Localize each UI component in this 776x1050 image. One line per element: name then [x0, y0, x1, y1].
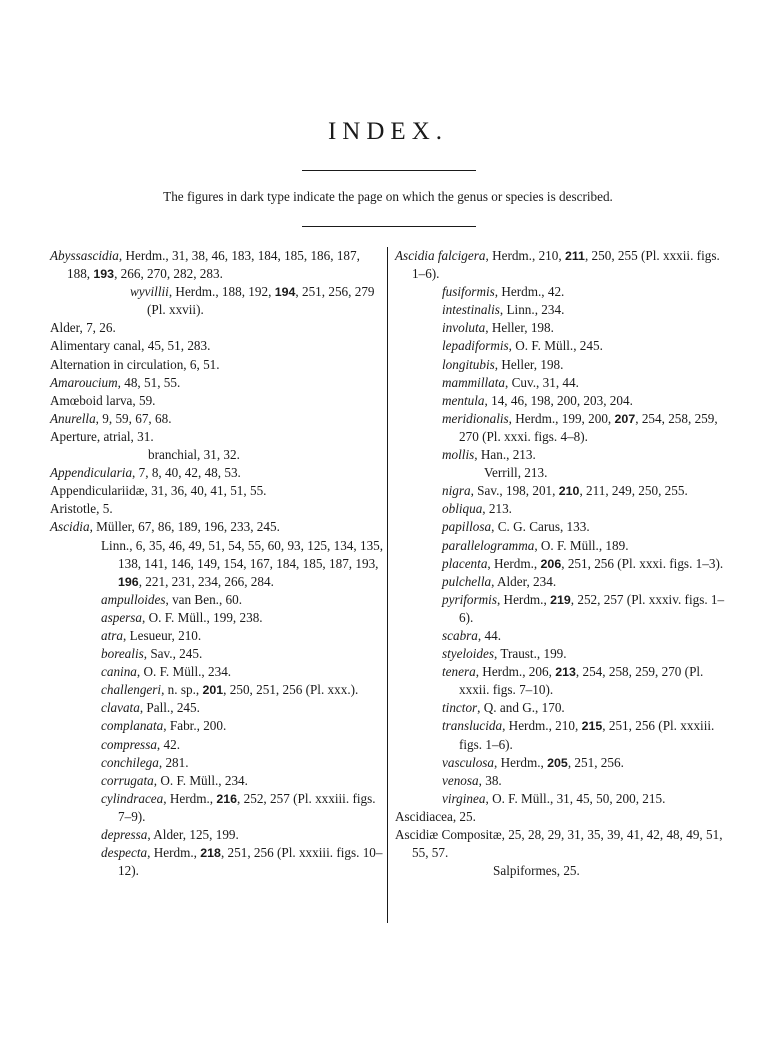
index-entry-text: Aperture, atrial, 31.	[50, 428, 154, 444]
index-entry	[395, 410, 733, 446]
index-note: The figures in dark type indicate the page on which the genus or species is described.	[163, 189, 613, 204]
index-entry-term: obliqua	[442, 501, 483, 517]
index-entry-text: Alder, 7, 26.	[50, 320, 116, 336]
index-entry	[395, 591, 733, 627]
index-entry	[50, 356, 384, 374]
index-entry-term: papillosa	[442, 519, 492, 535]
index-entry-pages: , 251, 256, 279 (Pl. xxvii).	[147, 284, 375, 318]
index-entry-pages: , C. G. Carus, 133.	[491, 519, 590, 535]
index-entry-pages: , Sav., 245.	[143, 646, 203, 662]
index-entry-pages: , 44.	[477, 627, 501, 643]
index-entry	[50, 699, 384, 717]
index-entry-term: wyvillii	[130, 284, 169, 300]
index-entry-description-page: 210	[558, 484, 580, 499]
index-entry-term: intestinalis	[442, 302, 500, 318]
index-entry	[50, 247, 384, 283]
index-entry-pages: , Herdm., 206,	[475, 664, 556, 680]
index-entry-pages: , Alder, 234.	[491, 573, 557, 589]
index-entry-pages: , Herdm., 42.	[494, 284, 565, 300]
index-entry-term: canina	[101, 664, 137, 680]
index-entry-term: Ascidia falcigera	[395, 248, 486, 263]
index-entry-term: meridionalis	[442, 410, 509, 426]
index-entry	[395, 482, 733, 500]
index-entry	[395, 627, 733, 645]
index-entry-pages: , 251, 256 (Pl. xxxiii. figs. 1–6).	[459, 718, 715, 752]
index-entry-pages: , 281.	[158, 754, 189, 770]
index-entry-pages: , 251, 256 (Pl. xxxiii. figs. 10–12).	[118, 845, 383, 879]
index-entry-term: corrugata	[101, 772, 154, 788]
column-divider	[387, 247, 388, 923]
index-entry-pages: , Herdm.,	[163, 790, 217, 806]
index-entry	[50, 374, 384, 392]
index-entry-text: Ascidiæ Compositæ, 25, 28, 29, 31, 35, 39, 41, 42, 48, 49, 51, 55, 57.	[395, 827, 723, 861]
index-entry	[395, 717, 733, 753]
index-entry	[395, 392, 733, 410]
index-entry	[50, 645, 384, 663]
index-entry-description-page: 215	[581, 719, 603, 734]
index-entry-pages: , 251, 256.	[567, 754, 624, 770]
index-entry-term: vasculosa	[442, 754, 495, 770]
index-entry	[395, 374, 733, 392]
index-entry	[50, 681, 384, 699]
index-entry-term: translucida	[442, 718, 503, 734]
index-entry-pages: , Herdm., 210,	[485, 248, 565, 263]
index-entry-pages: , Q. and G., 170.	[477, 700, 565, 716]
index-entry-pages: , van Ben., 60.	[165, 591, 243, 607]
index-entry-pages: , O. F. Müll., 31, 45, 50, 200, 215.	[485, 790, 666, 806]
index-entry-pages: , 9, 59, 67, 68.	[95, 410, 172, 426]
index-entry-pages: , Herdm., 199, 200,	[508, 410, 615, 426]
index-entry-pages: , 266, 270, 282, 283.	[114, 266, 223, 282]
page-title: INDEX.	[327, 118, 448, 145]
index-entry-pages: , Herdm., 31, 38, 46, 183, 184, 185, 186, 187, 188,	[67, 248, 360, 282]
index-entry-term: styeloides	[442, 646, 495, 662]
index-entry-term: longitubis	[442, 356, 495, 372]
index-entry-pages: , 254, 258, 259, 270 (Pl. xxxii. figs. 7–10).	[459, 664, 704, 698]
index-entry-pages: , 48, 51, 55.	[117, 374, 181, 390]
index-column-left	[50, 247, 384, 880]
index-entry	[395, 319, 733, 337]
index-entry	[395, 826, 733, 862]
index-entry-term: borealis	[101, 646, 144, 662]
index-entry-pages: , 250, 251, 256 (Pl. xxx.).	[223, 682, 359, 698]
note-rule	[302, 226, 476, 227]
index-entry	[50, 410, 384, 428]
index-entry-text: branchial, 31, 32.	[148, 447, 240, 463]
index-entry-text: Amœboid larva, 59.	[50, 392, 156, 408]
index-entry	[395, 862, 733, 880]
title-rule	[302, 170, 476, 171]
index-entry-term: complanata	[101, 718, 164, 734]
index-entry-description-page: 219	[550, 592, 571, 607]
index-entry-description-page: 213	[555, 665, 576, 680]
index-entry-term: mollis	[442, 447, 475, 463]
index-entry	[395, 247, 733, 283]
index-entry-term: Anurella	[50, 410, 96, 426]
index-entry-term: Appendicularia	[50, 465, 133, 481]
index-entry-pages: , Herdm., 188, 192,	[168, 284, 275, 300]
index-entry	[50, 844, 384, 880]
index-entry-term: placenta	[442, 555, 488, 571]
index-entry	[50, 482, 384, 500]
index-entry	[50, 446, 384, 464]
index-entry	[50, 464, 384, 482]
index-entry-description-page: 194	[274, 285, 296, 300]
index-entry-term: parallelogramma	[442, 537, 535, 553]
index-entry	[50, 663, 384, 681]
index-entry	[395, 464, 733, 482]
index-entry-pages: , Linn., 234.	[499, 302, 565, 318]
index-entry-description-page: 193	[93, 267, 115, 282]
index-entry	[395, 573, 733, 591]
index-entry	[50, 392, 384, 410]
index-entry-term: aspersa	[101, 609, 143, 625]
index-entry-term: mammillata	[442, 374, 506, 390]
index-entry	[395, 555, 733, 573]
index-entry-term: nigra	[442, 483, 471, 499]
index-entry	[50, 736, 384, 754]
index-entry-pages: , Pall., 245.	[139, 700, 200, 716]
index-entry	[395, 337, 733, 355]
index-entry-pages: , Heller, 198.	[494, 356, 564, 372]
index-entry-term: cylindracea	[101, 790, 164, 806]
index-entry-text: Linn., 6, 35, 46, 49, 51, 54, 55, 60, 93, 125, 134, 135, 138, 141, 146, 149, 154, 167, 184, 185, 187, 193,	[101, 537, 384, 571]
index-entry-pages: , 252, 257 (Pl. xxxiii. figs. 7–9).	[118, 790, 376, 824]
index-entry	[50, 591, 384, 609]
index-entry	[395, 645, 733, 663]
index-entry-pages: , Müller, 67, 86, 189, 196, 233, 245.	[89, 519, 280, 535]
index-entry-description-page: 207	[614, 411, 636, 426]
index-entry	[50, 609, 384, 627]
index-entry-term: pulchella	[442, 573, 492, 589]
index-entry-pages: , Sav., 198, 201,	[470, 483, 559, 499]
index-entry-term: scabra	[442, 627, 478, 643]
index-entry-pages: , O. F. Müll., 234.	[153, 772, 248, 788]
index-entry	[395, 808, 733, 826]
index-entry-pages: , 14, 46, 198, 200, 203, 204.	[484, 392, 633, 408]
index-entry	[395, 446, 733, 464]
index-entry-pages: , O. F. Müll., 234.	[136, 664, 232, 680]
index-entry-term: involuta	[442, 320, 486, 336]
index-entry-term: Abyssascidia	[50, 248, 119, 263]
index-entry	[395, 772, 733, 790]
index-entry	[395, 301, 733, 319]
index-entry	[395, 356, 733, 374]
index-entry-text: Alimentary canal, 45, 51, 283.	[50, 338, 211, 354]
index-entry-pages: , Herdm.,	[496, 591, 551, 607]
index-entry-pages: , O. F. Müll., 199, 238.	[142, 609, 263, 625]
index-entry-pages: , n. sp.,	[161, 682, 203, 698]
index-entry-pages: , 252, 257 (Pl. xxxiv. figs. 1–6).	[459, 591, 725, 625]
index-entry-term: fusiformis	[442, 284, 495, 300]
index-entry-term: despecta	[101, 845, 148, 861]
index-entry-pages: , Herdm.,	[494, 754, 548, 770]
index-entry	[50, 319, 384, 337]
index-entry-text: Verrill, 213.	[484, 465, 548, 481]
index-entry-term: challengeri	[101, 682, 162, 698]
index-entry-text: Appendiculariidæ, 31, 36, 40, 41, 51, 55.	[50, 483, 267, 499]
index-entry	[395, 500, 733, 518]
index-entry	[50, 283, 384, 319]
index-entry-pages: , Heller, 198.	[485, 320, 554, 336]
index-entry-description-page: 211	[564, 249, 585, 263]
index-entry-pages: , O. F. Müll., 189.	[534, 537, 629, 553]
index-entry-pages: , 251, 256 (Pl. xxxi. figs. 1–3).	[561, 555, 724, 571]
index-entry-text: Salpiformes, 25.	[493, 863, 580, 879]
index-entry-description-page: 201	[202, 683, 224, 698]
index-entry-pages: , Traust., 199.	[494, 646, 567, 662]
index-entry-pages: , Fabr., 200.	[163, 718, 227, 734]
index-entry	[50, 518, 384, 536]
index-entry-term: pyriformis	[442, 591, 497, 607]
index-entry-pages: , 42.	[156, 736, 180, 752]
index-entry-term: virginea	[442, 790, 486, 806]
index-entry	[395, 537, 733, 555]
index-entry-pages: , Han., 213.	[474, 447, 536, 463]
index-entry	[395, 754, 733, 772]
index-entry	[50, 537, 384, 591]
index-entry-pages: , 211, 249, 250, 255.	[579, 483, 688, 499]
index-entry-term: lepadiformis	[442, 338, 509, 354]
index-entry-pages: , Herdm., 210,	[502, 718, 582, 734]
index-entry-term: Ascidia	[50, 519, 90, 535]
index-entry	[50, 500, 384, 518]
index-entry-pages: , Lesueur, 210.	[122, 627, 202, 643]
index-entry	[50, 826, 384, 844]
index-entry-term: tinctor	[442, 700, 478, 716]
index-entry-term: Amaroucium	[50, 374, 118, 390]
index-entry-term: venosa	[442, 772, 479, 788]
index-entry	[395, 283, 733, 301]
index-entry-text: Ascidiacea, 25.	[395, 808, 476, 824]
index-entry	[50, 754, 384, 772]
index-column-right	[395, 247, 733, 880]
index-entry-pages: , Herdm.,	[147, 845, 201, 861]
index-entry-description-page: 218	[200, 846, 221, 861]
index-entry	[395, 699, 733, 717]
index-entry-pages: , 213.	[482, 501, 512, 517]
index-entry-description-page: 206	[540, 556, 562, 571]
index-entry	[395, 790, 733, 808]
index-entry-text: Alternation in circulation, 6, 51.	[50, 356, 220, 372]
index-entry	[50, 790, 384, 826]
index-entry-pages: , 254, 258, 259, 270 (Pl. xxxi. figs. 4–8).	[459, 410, 718, 444]
index-entry	[50, 428, 384, 446]
index-entry-pages: , 7, 8, 40, 42, 48, 53.	[132, 465, 241, 481]
index-entry-term: clavata	[101, 700, 140, 716]
index-entry-term: compressa	[101, 736, 157, 752]
index-entry-description-page: 205	[547, 755, 568, 770]
index-entry	[395, 518, 733, 536]
index-entry-term: atra	[101, 627, 123, 643]
index-entry-pages: , Alder, 125, 199.	[147, 827, 239, 842]
index-entry	[50, 772, 384, 790]
index-entry-term: tenera	[442, 664, 476, 680]
index-entry-pages: , O. F. Müll., 245.	[508, 338, 603, 354]
index-entry-pages: , 38.	[478, 772, 502, 788]
index-entry	[50, 627, 384, 645]
index-entry-term: mentula	[442, 392, 485, 408]
index-entry-term: depressa	[101, 827, 148, 842]
index-entry-text: Aristotle, 5.	[50, 501, 113, 517]
index-entry	[50, 337, 384, 355]
index-entry-pages: , 221, 231, 234, 266, 284.	[138, 573, 274, 589]
index-entry-pages: , 250, 255 (Pl. xxxii. figs. 1–6).	[412, 248, 720, 282]
index-entry-pages: , Herdm.,	[487, 555, 541, 571]
index-entry-description-page: 216	[216, 791, 238, 806]
index-entry-term: ampulloides	[101, 591, 166, 607]
index-entry-term: conchilega	[101, 754, 159, 770]
index-entry	[50, 717, 384, 735]
index-entry-pages: , Cuv., 31, 44.	[505, 374, 579, 390]
index-entry-description-page: 196	[118, 574, 139, 589]
index-entry	[395, 663, 733, 699]
